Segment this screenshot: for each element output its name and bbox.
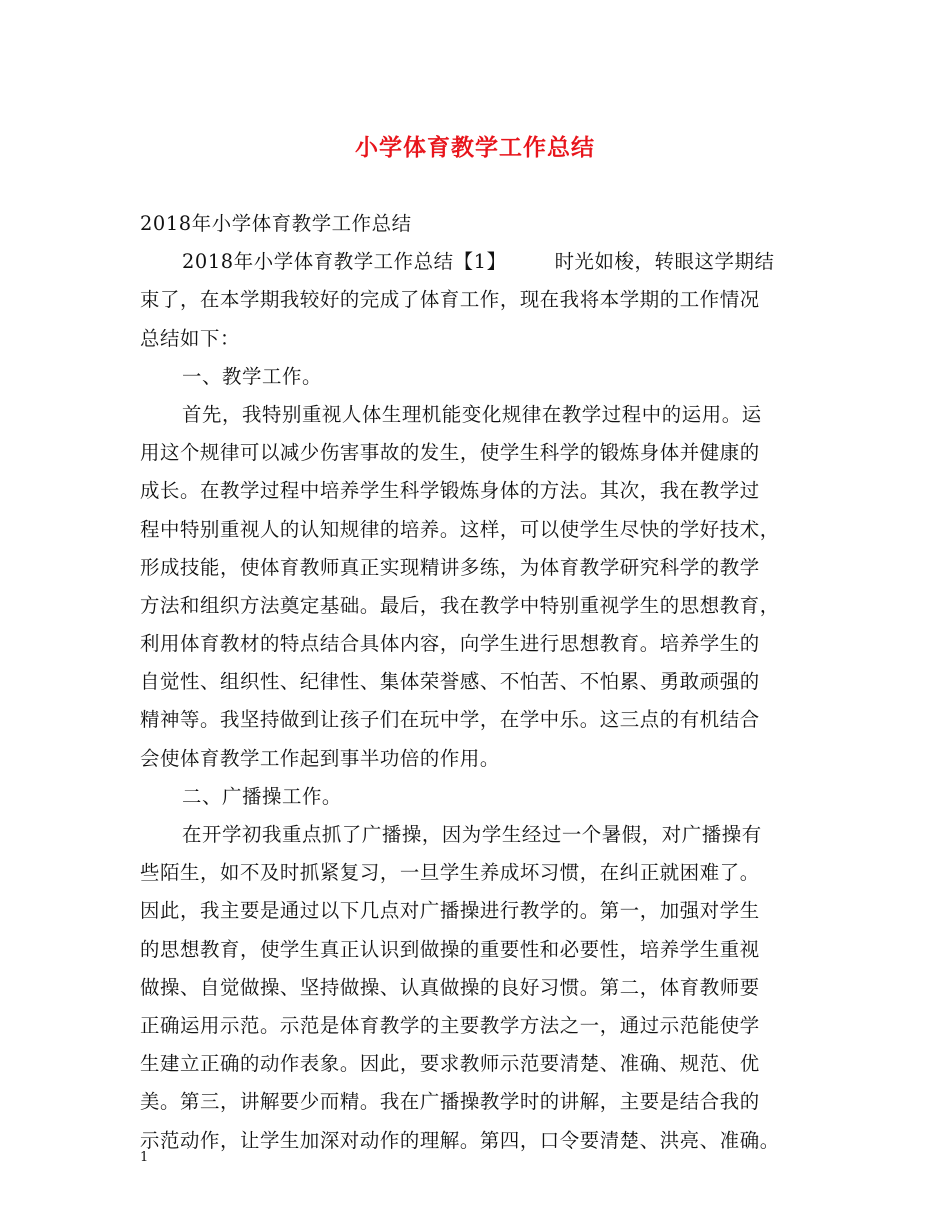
paragraph-line: 自觉性、组织性、纪律性、集体荣誉感、不怕苦、不怕累、勇敢顽强的 — [140, 670, 760, 694]
page-number: 1 — [140, 1150, 149, 1165]
paragraph-line: 示范动作，让学生加深对动作的理解。第四，口令要清楚、洪亮、准确。 — [140, 1128, 780, 1152]
subtitle-line: 2018年小学体育教学工作总结 — [140, 212, 412, 235]
paragraph-line: 会使体育教学工作起到事半功倍的作用。 — [140, 746, 500, 770]
intro-first-text: 时光如梭，转眼这学期结 — [554, 250, 775, 274]
paragraph-line: 在开学初我重点抓了广播操，因为学生经过一个暑假，对广播操有 — [182, 823, 762, 846]
section-heading-broadcast: 二、广播操工作。 — [182, 784, 342, 808]
paragraph-line: 做操、自觉做操、坚持做操、认真做操的良好习惯。第二，体育教师要 — [140, 975, 760, 999]
document-title: 小学体育教学工作总结 — [355, 134, 595, 161]
paragraph-line: 因此，我主要是通过以下几点对广播操进行教学的。第一，加强对学生 — [140, 899, 760, 923]
paragraph-line: 形成技能，使体育教师真正实现精讲多练，为体育教学研究科学的教学 — [140, 555, 760, 579]
paragraph-line: 生建立正确的动作表象。因此，要求教师示范要清楚、准确、规范、优 — [140, 1052, 760, 1076]
section-heading-teaching: 一、教学工作。 — [182, 364, 322, 388]
paragraph-line: 首先，我特别重视人体生理机能变化规律在教学过程中的运用。运 — [182, 402, 762, 426]
paragraph-line: 总结如下： — [140, 326, 240, 350]
paragraph-line: 美。第三，讲解要少而精。我在广播操教学时的讲解，主要是结合我的 — [140, 1090, 760, 1114]
paragraph-line: 束了，在本学期我较好的完成了体育工作，现在我将本学期的工作情况 — [140, 288, 760, 312]
paragraph-line: 的思想教育，使学生真正认识到做操的重要性和必要性，培养学生重视 — [140, 937, 760, 961]
paragraph-line: 程中特别重视人的认知规律的培养。这样，可以使学生尽快的学好技术， — [140, 517, 780, 541]
intro-heading: 2018年小学体育教学工作总结【1】 — [182, 250, 507, 274]
intro-line — [140, 243, 820, 281]
paragraph-line: 精神等。我坚持做到让孩子们在玩中学，在学中乐。这三点的有机结合 — [140, 708, 760, 732]
paragraph-line: 成长。在教学过程中培养学生科学锻炼身体的方法。其次，我在教学过 — [140, 479, 760, 503]
paragraph-line: 些陌生，如不及时抓紧复习，一旦学生养成坏习惯，在纠正就困难了。 — [140, 861, 760, 885]
paragraph-line: 正确运用示范。示范是体育教学的主要教学方法之一，通过示范能使学 — [140, 1013, 760, 1037]
document-body — [140, 205, 820, 1160]
paragraph-line: 方法和组织方法奠定基础。最后，我在教学中特别重视学生的思想教育， — [140, 593, 780, 617]
paragraph-line: 利用体育教材的特点结合具体内容，向学生进行思想教育。培养学生的 — [140, 632, 760, 656]
paragraph-line: 用这个规律可以减少伤害事故的发生，使学生科学的锻炼身体并健康的 — [140, 441, 760, 465]
